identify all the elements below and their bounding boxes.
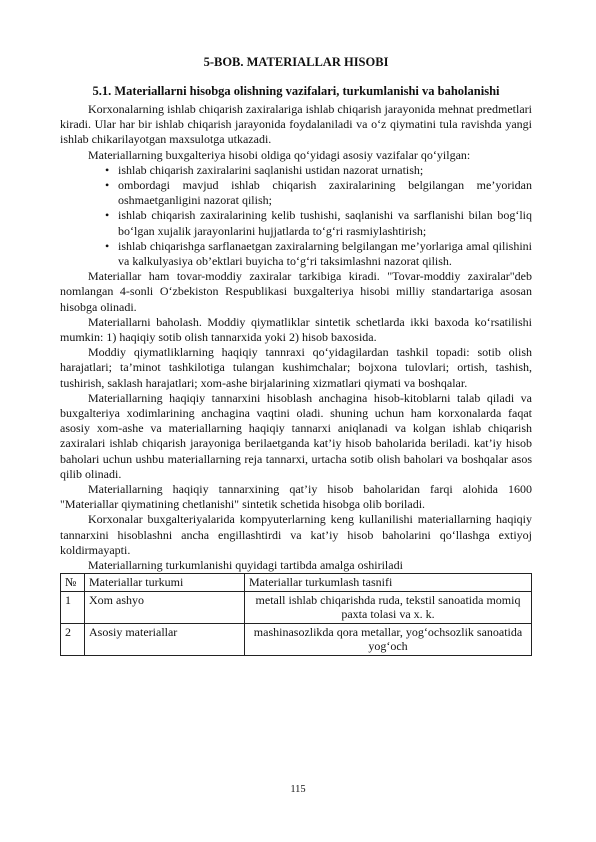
paragraph: Materiallarning turkumlanishi quyidagi tartibda amalga oshiriladi [88, 558, 403, 573]
table-row [61, 623, 532, 655]
task-list [60, 163, 532, 269]
table-cell: 2 [61, 623, 85, 655]
table-cell: mashinasozlikda qora metallar, yog‘ochsozlik sanoatida yog‘och [245, 623, 532, 655]
bullet-icon: • [105, 208, 110, 223]
table-header-cell: Materiallar turkumlash tasnifi [245, 574, 532, 592]
page-content [60, 55, 532, 656]
paragraph: Korxonalar buxgalteriyalarida kompyuterlarning keng kullanilishi materiallarning haqiqiy tannarxini hisoblashni ancha engillashtirdi va kat’iy hisob baholarini qo‘llashga extiyoj koldirmayapti. [60, 512, 532, 557]
table-cell: 1 [61, 591, 85, 623]
table-row [61, 591, 532, 623]
paragraph: Materiallarning haqiqiy tannarxining qat’iy hisob baholaridan farqi alohida 1600 "Materiallar qiymatining chetlanishi" sintetik schetida hisobga olib boriladi. [60, 482, 532, 512]
table-cell: metall ishlab chiqarishda ruda, tekstil sanoatida momiq paxta tolasi va x. k. [245, 591, 532, 623]
page-number: 115 [290, 784, 306, 795]
bullet-icon: • [105, 162, 110, 177]
paragraph: Materiallarning buxgalteriya hisobi oldiga qo‘yidagi asosiy vazifalar qo‘yilgan: [88, 147, 471, 162]
paragraph: Materiallarning haqiqiy tannarxini hisoblash anchagina hisob-kitoblarni talab qiladi va buxgalteriya xodimlarining anchagina vaqtini oladi. shuning uchun ham korxonalarda faqat asosiy xom-ashe va materiallarning haqiqiy tannarxi aniqlanadi va kolgan ishlab chiqarish zaxiralari ishlab chiqarish jarayoniga berilaetganda kat’iy hisob baholarida beriladi. kat’iy hisob baholari uchun ushbu materiallarning reja tannarxi, urtacha sotib olish baholari va boshqalar asos qilib olinadi. [60, 390, 532, 481]
paragraph: Materiallar ham tovar-moddiy zaxiralar tarkibiga kiradi. "Tovar-moddiy zaxiralar"deb nomlangan 4-sonli O‘zbekiston Respublikasi buxgalteriya hisobi milliy standartariga asosan hisobga olinadi. [60, 269, 532, 314]
table-header-row [61, 574, 532, 592]
table-header-cell: Materiallar turkumi [85, 574, 245, 592]
list-item: • ishlab chiqarish zaxiralarining kelib tushishi, saqlanishi va sarflanishi bilan bog‘liq bo‘lgan xujalik jarayonlarini hujjatlarda to‘g‘ri rasmiylashtirish; [105, 208, 532, 238]
list-item: • ishlab chiqarish zaxiralarini saqlanishi ustidan nazorat urnatish; [105, 162, 424, 177]
section-title: 5.1. Materiallarni hisobga olishning vazifalari, turkumlanishi va baholanishi [92, 84, 500, 98]
list-item: • ishlab chiqarishga sarflanaetgan zaxiralarning belgilangan me’yorlariga amal qilishini va kalkulyasiya ob’ektlari buyicha to‘g‘ri taksimlashni nazorat qilish. [105, 238, 532, 269]
paragraph: Materiallarni baholash. Moddiy qiymatliklar sintetik schetlarda ikki baxoda ko‘rsatilishi mumkin: 1) haqiqiy sotib olish tannarxida yoki 2) hisob baxosida. [60, 314, 532, 345]
table-cell: Asosiy materiallar [85, 623, 245, 655]
table-cell: Xom ashyo [85, 591, 245, 623]
table-header-cell: № [61, 574, 85, 592]
bullet-icon: • [105, 178, 110, 193]
classification-table [60, 573, 532, 656]
bullet-icon: • [105, 238, 110, 253]
paragraph: Moddiy qiymatliklarning haqiqiy tannraxi qo‘yidagilardan tashkil topadi: sotib olish harajatlari; ta’minot tashkilotiga tulangan kushimchalar; bojxona tulovlari; ortish, tashish, tushirish, saklash harajatlari; xom-ashe birjalarining xizmatlari qiymati va boshqalar. [60, 345, 532, 390]
paragraph: Korxonalarning ishlab chiqarish zaxiralariga ishlab chiqarish jarayonida mehnat predmetlari kiradi. Ular har bir ishlab chiqarish jarayonida foydalaniladi va o‘z qiymatini tula ravishda yangi ishlab chikarilayotgan maxsulotga utkazadi. [60, 102, 532, 147]
chapter-title: 5-BOB. MATERIALLAR HISOBI [203, 55, 389, 69]
list-item: • ombordagi mavjud ishlab chiqarish zaxiralarining belgilangan me’yoridan oshmaetganligini nazorat qilish; [105, 178, 532, 208]
